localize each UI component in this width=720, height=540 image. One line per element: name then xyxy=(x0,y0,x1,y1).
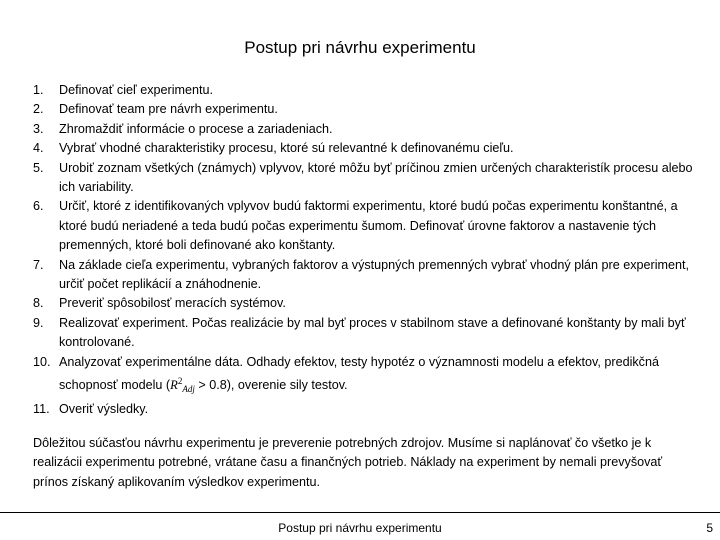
step-text: Urobiť zoznam všetkých (známych) vplyvov, ktoré môžu byť príčinou zmien určených charakteristík procesu alebo ich variability. xyxy=(59,160,693,195)
step-number: 3. xyxy=(33,121,44,136)
step-text: Definovať team pre návrh experimentu. xyxy=(59,102,278,117)
step-text: Preveriť spôsobilosť meracích systémov. xyxy=(59,296,286,311)
list-item xyxy=(33,256,693,295)
step-number: 2. xyxy=(33,102,44,117)
list-item xyxy=(33,294,693,313)
list-item xyxy=(33,81,693,100)
steps-list xyxy=(33,81,693,419)
footer-divider xyxy=(0,512,720,513)
step-text: Na základe cieľa experimentu, vybraných faktorov a výstupných premenných vybrať vhodný plán pre experiment, určiť počet replikácií a znáhodnenie. xyxy=(59,257,690,292)
formula-superscript: 2 xyxy=(177,376,183,387)
list-item xyxy=(33,353,693,400)
list-item xyxy=(33,120,693,139)
list-item xyxy=(33,400,693,419)
step-number: 1. xyxy=(33,83,44,97)
list-item xyxy=(33,314,693,353)
step-text: Zhromaždiť informácie o procese a zariadeniach. xyxy=(59,121,333,136)
step-text: Realizovať experiment. Počas realizácie by mal byť proces v stabilnom stave a definované konštanty by mali byť kontrolované. xyxy=(59,315,686,350)
step-number: 7. xyxy=(33,257,44,272)
step-text-after: > 0.8), overenie sily testov. xyxy=(194,378,348,393)
step-number: 11. xyxy=(33,401,50,416)
list-item xyxy=(33,100,693,119)
r-squared-adj-formula xyxy=(170,376,195,395)
formula-base: R xyxy=(170,378,178,393)
step-text-before: Analyzovať experimentálne dáta. Odhady efektov, testy hypotéz o významnosti modelu a efektov, predikčná schopnosť modelu ( xyxy=(59,354,659,393)
list-item xyxy=(33,197,693,255)
page-number: 5 xyxy=(706,521,713,535)
step-text: Overiť výsledky. xyxy=(59,401,149,416)
step-number: 4. xyxy=(33,141,44,156)
step-number: 8. xyxy=(33,296,44,311)
step-text: Definovať cieľ experimentu. xyxy=(59,83,213,97)
step-text: Vybrať vhodné charakteristiky procesu, ktoré sú relevantné k definovanému cieľu. xyxy=(59,141,514,156)
resources-paragraph: Dôležitou súčasťou návrhu experimentu je preverenie potrebných zdrojov. Musíme si naplánovať čo všetko je k realizácii experimentu potrebné, vrátane času a finančných potrieb. Náklady na experiment by nemali prevyšovať prínos získaný aplikovaním výsledkov experimentu. xyxy=(33,436,663,489)
step-number: 10. xyxy=(33,354,51,369)
footer-title: Postup pri návrhu experimentu xyxy=(278,521,442,535)
slide-title: Postup pri návrhu experimentu xyxy=(244,38,476,57)
list-item xyxy=(33,159,693,198)
formula-subscript: Adj xyxy=(182,384,195,395)
step-number: 5. xyxy=(33,160,44,175)
step-number: 9. xyxy=(33,315,44,330)
list-item xyxy=(33,139,693,158)
step-text: Určiť, ktoré z identifikovaných vplyvov budú faktormi experimentu, ktoré budú počas experimentu konštantné, a ktoré budú neriadené a teda budú počas experimentu šumom. Definovať úrovne faktorov a nastavenie tých premenných, ktoré boli definované ako konštanty. xyxy=(59,199,678,253)
step-number: 6. xyxy=(33,199,44,214)
